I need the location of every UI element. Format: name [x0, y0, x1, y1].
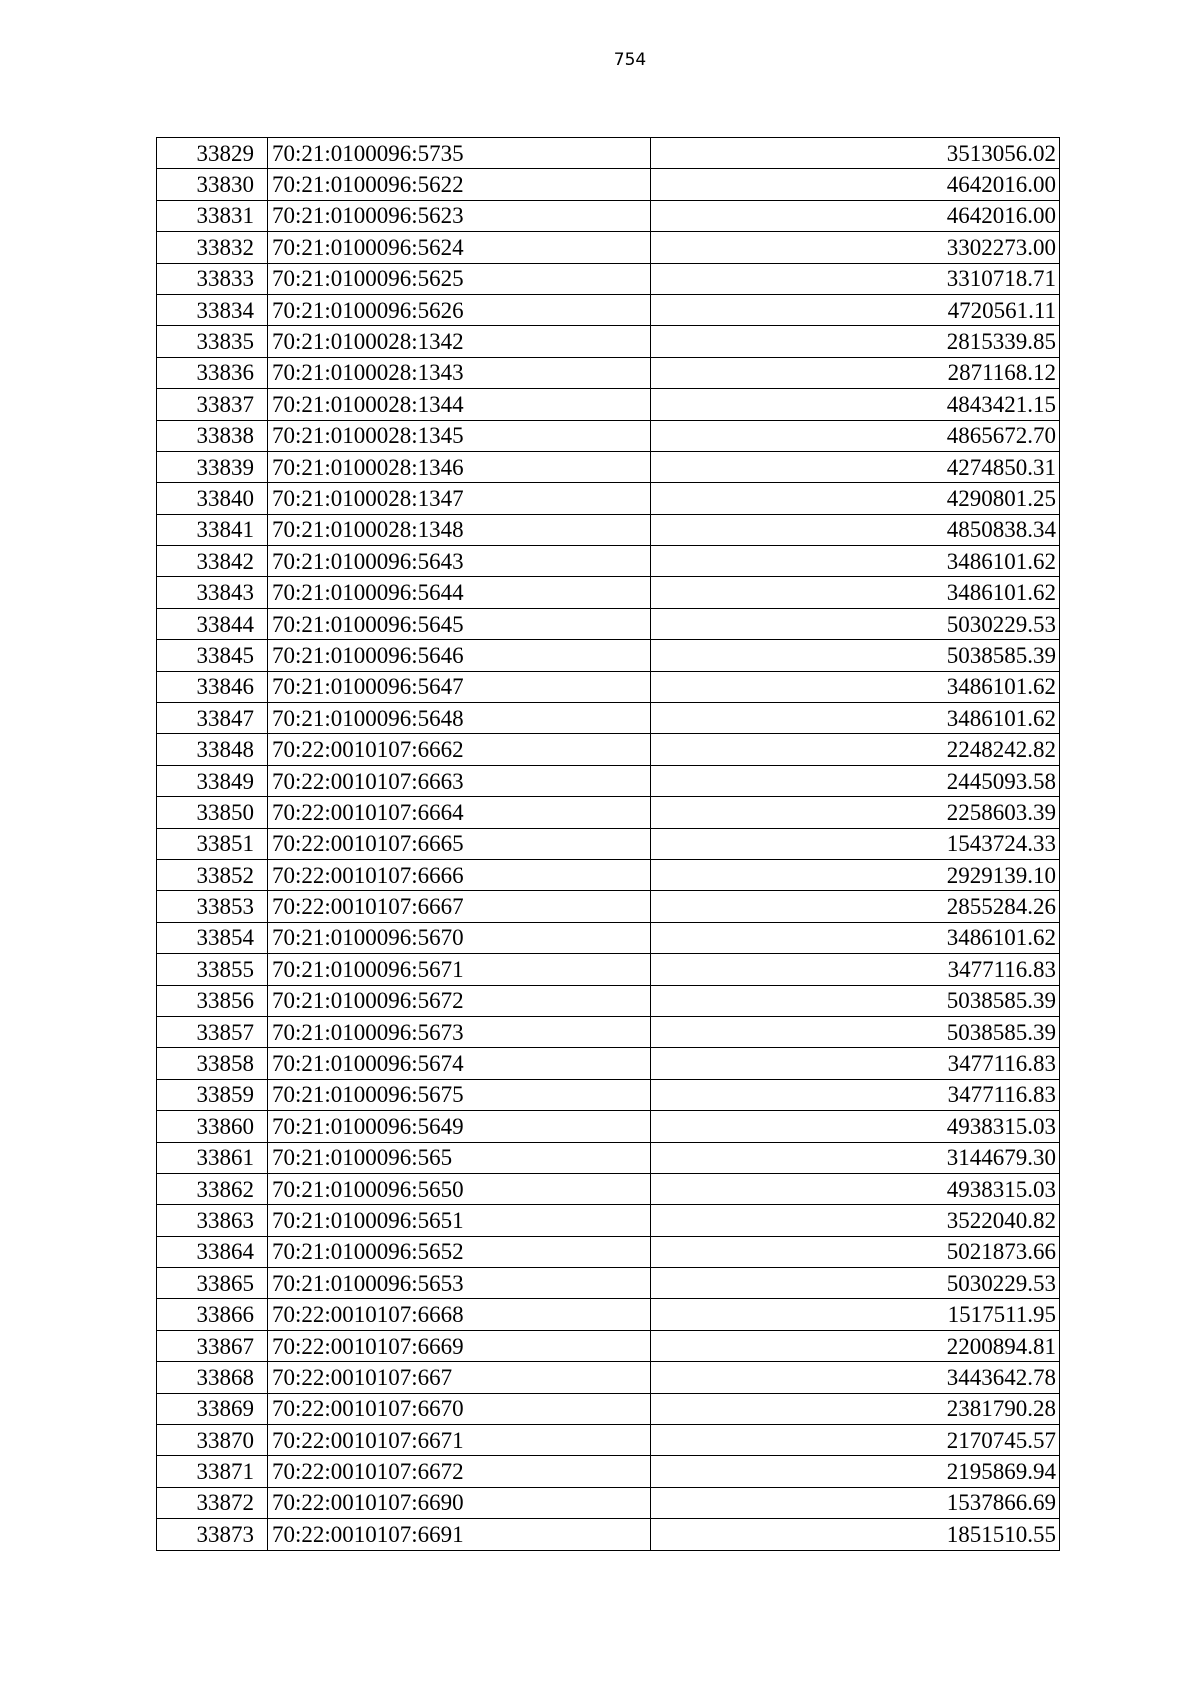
cadastral-value-cell: 3486101.62 [651, 671, 1060, 702]
cadastral-value-cell: 3477116.83 [651, 954, 1060, 985]
row-number-cell: 33829 [157, 138, 268, 169]
row-number-cell: 33852 [157, 859, 268, 890]
row-number-cell: 33850 [157, 797, 268, 828]
row-number-cell: 33847 [157, 703, 268, 734]
cadastral-value-cell: 2815339.85 [651, 326, 1060, 357]
row-number-cell: 33872 [157, 1487, 268, 1518]
row-number-cell: 33856 [157, 985, 268, 1016]
cadastral-value-cell: 5038585.39 [651, 1016, 1060, 1047]
cadastral-value-cell: 1543724.33 [651, 828, 1060, 859]
row-number-cell: 33869 [157, 1393, 268, 1424]
cadastral-value-table [156, 137, 1060, 1551]
cadastral-number-cell: 70:21:0100096:5649 [268, 1111, 651, 1142]
row-number-cell: 33871 [157, 1456, 268, 1487]
row-number-cell: 33842 [157, 546, 268, 577]
cadastral-number-cell: 70:22:0010107:6667 [268, 891, 651, 922]
row-number-cell: 33853 [157, 891, 268, 922]
cadastral-value-cell: 5030229.53 [651, 608, 1060, 639]
cadastral-number-cell: 70:21:0100096:5624 [268, 232, 651, 263]
cadastral-number-cell: 70:21:0100028:1347 [268, 483, 651, 514]
cadastral-number-cell: 70:22:0010107:6664 [268, 797, 651, 828]
row-number-cell: 33858 [157, 1048, 268, 1079]
row-number-cell: 33835 [157, 326, 268, 357]
cadastral-value-cell: 2248242.82 [651, 734, 1060, 765]
cadastral-value-cell: 2381790.28 [651, 1393, 1060, 1424]
cadastral-number-cell: 70:21:0100096:5645 [268, 608, 651, 639]
cadastral-value-cell: 4720561.11 [651, 294, 1060, 325]
cadastral-number-cell: 70:21:0100096:5672 [268, 985, 651, 1016]
table-row [157, 1330, 1060, 1361]
row-number-cell: 33863 [157, 1205, 268, 1236]
cadastral-value-cell: 3443642.78 [651, 1362, 1060, 1393]
cadastral-value-cell: 5030229.53 [651, 1268, 1060, 1299]
cadastral-value-cell: 3486101.62 [651, 922, 1060, 953]
table-row [157, 640, 1060, 671]
cadastral-number-cell: 70:21:0100096:5652 [268, 1236, 651, 1267]
cadastral-number-cell: 70:21:0100028:1342 [268, 326, 651, 357]
table-row [157, 1016, 1060, 1047]
table-row [157, 451, 1060, 482]
table-row [157, 1079, 1060, 1110]
row-number-cell: 33836 [157, 357, 268, 388]
table-row [157, 1205, 1060, 1236]
cadastral-value-cell: 3144679.30 [651, 1142, 1060, 1173]
page-number: 754 [613, 50, 647, 70]
table-row [157, 169, 1060, 200]
table-row [157, 608, 1060, 639]
cadastral-number-cell: 70:21:0100096:5643 [268, 546, 651, 577]
table-row [157, 200, 1060, 231]
cadastral-value-cell: 4850838.34 [651, 514, 1060, 545]
row-number-cell: 33849 [157, 765, 268, 796]
cadastral-number-cell: 70:21:0100096:5644 [268, 577, 651, 608]
cadastral-number-cell: 70:21:0100028:1343 [268, 357, 651, 388]
table-row [157, 797, 1060, 828]
cadastral-value-cell: 1517511.95 [651, 1299, 1060, 1330]
table-row [157, 859, 1060, 890]
cadastral-value-cell: 2855284.26 [651, 891, 1060, 922]
cadastral-value-cell: 1851510.55 [651, 1519, 1060, 1550]
table-row [157, 420, 1060, 451]
cadastral-value-cell: 2170745.57 [651, 1425, 1060, 1456]
cadastral-number-cell: 70:22:0010107:6691 [268, 1519, 651, 1550]
row-number-cell: 33833 [157, 263, 268, 294]
cadastral-number-cell: 70:21:0100028:1345 [268, 420, 651, 451]
row-number-cell: 33854 [157, 922, 268, 953]
table-row [157, 828, 1060, 859]
cadastral-value-cell: 2195869.94 [651, 1456, 1060, 1487]
table-row [157, 1299, 1060, 1330]
cadastral-value-cell: 3477116.83 [651, 1048, 1060, 1079]
cadastral-value-cell: 4274850.31 [651, 451, 1060, 482]
cadastral-number-cell: 70:21:0100096:5671 [268, 954, 651, 985]
table-row [157, 483, 1060, 514]
row-number-cell: 33843 [157, 577, 268, 608]
row-number-cell: 33851 [157, 828, 268, 859]
cadastral-value-cell: 3302273.00 [651, 232, 1060, 263]
row-number-cell: 33846 [157, 671, 268, 702]
cadastral-value-cell: 1537866.69 [651, 1487, 1060, 1518]
row-number-cell: 33831 [157, 200, 268, 231]
table-row [157, 703, 1060, 734]
row-number-cell: 33837 [157, 389, 268, 420]
row-number-cell: 33861 [157, 1142, 268, 1173]
cadastral-value-cell: 4938315.03 [651, 1173, 1060, 1204]
row-number-cell: 33838 [157, 420, 268, 451]
row-number-cell: 33855 [157, 954, 268, 985]
row-number-cell: 33840 [157, 483, 268, 514]
table-row [157, 1111, 1060, 1142]
row-number-cell: 33862 [157, 1173, 268, 1204]
cadastral-number-cell: 70:21:0100096:5670 [268, 922, 651, 953]
cadastral-value-cell: 4938315.03 [651, 1111, 1060, 1142]
cadastral-number-cell: 70:22:0010107:667 [268, 1362, 651, 1393]
cadastral-number-cell: 70:21:0100096:5648 [268, 703, 651, 734]
cadastral-number-cell: 70:21:0100096:5646 [268, 640, 651, 671]
cadastral-number-cell: 70:22:0010107:6663 [268, 765, 651, 796]
cadastral-value-cell: 3486101.62 [651, 577, 1060, 608]
table-row [157, 1456, 1060, 1487]
cadastral-value-cell: 2929139.10 [651, 859, 1060, 890]
cadastral-number-cell: 70:21:0100096:5650 [268, 1173, 651, 1204]
cadastral-value-cell: 3522040.82 [651, 1205, 1060, 1236]
row-number-cell: 33859 [157, 1079, 268, 1110]
cadastral-number-cell: 70:21:0100096:5675 [268, 1079, 651, 1110]
cadastral-value-cell: 4865672.70 [651, 420, 1060, 451]
table-row [157, 357, 1060, 388]
cadastral-number-cell: 70:22:0010107:6690 [268, 1487, 651, 1518]
cadastral-number-cell: 70:22:0010107:6666 [268, 859, 651, 890]
cadastral-number-cell: 70:22:0010107:6671 [268, 1425, 651, 1456]
row-number-cell: 33857 [157, 1016, 268, 1047]
table-row [157, 1173, 1060, 1204]
row-number-cell: 33830 [157, 169, 268, 200]
row-number-cell: 33864 [157, 1236, 268, 1267]
cadastral-value-cell: 2871168.12 [651, 357, 1060, 388]
cadastral-number-cell: 70:21:0100096:5651 [268, 1205, 651, 1236]
table-row [157, 1268, 1060, 1299]
table-row [157, 577, 1060, 608]
cadastral-number-cell: 70:21:0100028:1348 [268, 514, 651, 545]
cadastral-number-cell: 70:21:0100096:5626 [268, 294, 651, 325]
cadastral-number-cell: 70:21:0100096:5622 [268, 169, 651, 200]
cadastral-number-cell: 70:21:0100096:5625 [268, 263, 651, 294]
cadastral-number-cell: 70:21:0100096:5735 [268, 138, 651, 169]
cadastral-value-cell: 5038585.39 [651, 640, 1060, 671]
cadastral-value-cell: 3477116.83 [651, 1079, 1060, 1110]
table-row [157, 514, 1060, 545]
cadastral-number-cell: 70:21:0100096:565 [268, 1142, 651, 1173]
cadastral-number-cell: 70:21:0100096:5647 [268, 671, 651, 702]
row-number-cell: 33865 [157, 1268, 268, 1299]
table-row [157, 294, 1060, 325]
cadastral-value-cell: 5021873.66 [651, 1236, 1060, 1267]
cadastral-number-cell: 70:22:0010107:6665 [268, 828, 651, 859]
row-number-cell: 33845 [157, 640, 268, 671]
table-row [157, 954, 1060, 985]
table-row [157, 1362, 1060, 1393]
table-row [157, 1425, 1060, 1456]
table-row [157, 326, 1060, 357]
table-row [157, 1519, 1060, 1550]
cadastral-number-cell: 70:22:0010107:6672 [268, 1456, 651, 1487]
cadastral-value-cell: 4290801.25 [651, 483, 1060, 514]
table-row [157, 1048, 1060, 1079]
table-row [157, 922, 1060, 953]
table-row [157, 985, 1060, 1016]
table-row [157, 765, 1060, 796]
cadastral-value-cell: 2200894.81 [651, 1330, 1060, 1361]
cadastral-value-cell: 2258603.39 [651, 797, 1060, 828]
row-number-cell: 33844 [157, 608, 268, 639]
row-number-cell: 33866 [157, 1299, 268, 1330]
cadastral-value-cell: 3310718.71 [651, 263, 1060, 294]
table-row [157, 1393, 1060, 1424]
row-number-cell: 33839 [157, 451, 268, 482]
table-row [157, 734, 1060, 765]
row-number-cell: 33841 [157, 514, 268, 545]
table-row [157, 389, 1060, 420]
table-row [157, 546, 1060, 577]
table-row [157, 1142, 1060, 1173]
cadastral-value-cell: 3513056.02 [651, 138, 1060, 169]
row-number-cell: 33848 [157, 734, 268, 765]
cadastral-number-cell: 70:21:0100028:1344 [268, 389, 651, 420]
table-row [157, 232, 1060, 263]
cadastral-value-cell: 2445093.58 [651, 765, 1060, 796]
cadastral-number-cell: 70:21:0100096:5673 [268, 1016, 651, 1047]
cadastral-number-cell: 70:21:0100096:5653 [268, 1268, 651, 1299]
cadastral-number-cell: 70:22:0010107:6668 [268, 1299, 651, 1330]
row-number-cell: 33868 [157, 1362, 268, 1393]
table-row [157, 671, 1060, 702]
cadastral-value-cell: 4843421.15 [651, 389, 1060, 420]
cadastral-number-cell: 70:21:0100096:5674 [268, 1048, 651, 1079]
row-number-cell: 33860 [157, 1111, 268, 1142]
row-number-cell: 33834 [157, 294, 268, 325]
cadastral-value-cell: 3486101.62 [651, 546, 1060, 577]
row-number-cell: 33832 [157, 232, 268, 263]
row-number-cell: 33870 [157, 1425, 268, 1456]
table-row [157, 263, 1060, 294]
cadastral-value-cell: 4642016.00 [651, 200, 1060, 231]
table-row [157, 1487, 1060, 1518]
cadastral-number-cell: 70:22:0010107:6669 [268, 1330, 651, 1361]
table-body [157, 138, 1060, 1551]
table-row [157, 1236, 1060, 1267]
cadastral-number-cell: 70:22:0010107:6662 [268, 734, 651, 765]
cadastral-value-cell: 5038585.39 [651, 985, 1060, 1016]
cadastral-number-cell: 70:21:0100096:5623 [268, 200, 651, 231]
cadastral-number-cell: 70:22:0010107:6670 [268, 1393, 651, 1424]
cadastral-number-cell: 70:21:0100028:1346 [268, 451, 651, 482]
cadastral-value-cell: 4642016.00 [651, 169, 1060, 200]
table-row [157, 891, 1060, 922]
cadastral-value-cell: 3486101.62 [651, 703, 1060, 734]
row-number-cell: 33867 [157, 1330, 268, 1361]
row-number-cell: 33873 [157, 1519, 268, 1550]
table-row [157, 138, 1060, 169]
